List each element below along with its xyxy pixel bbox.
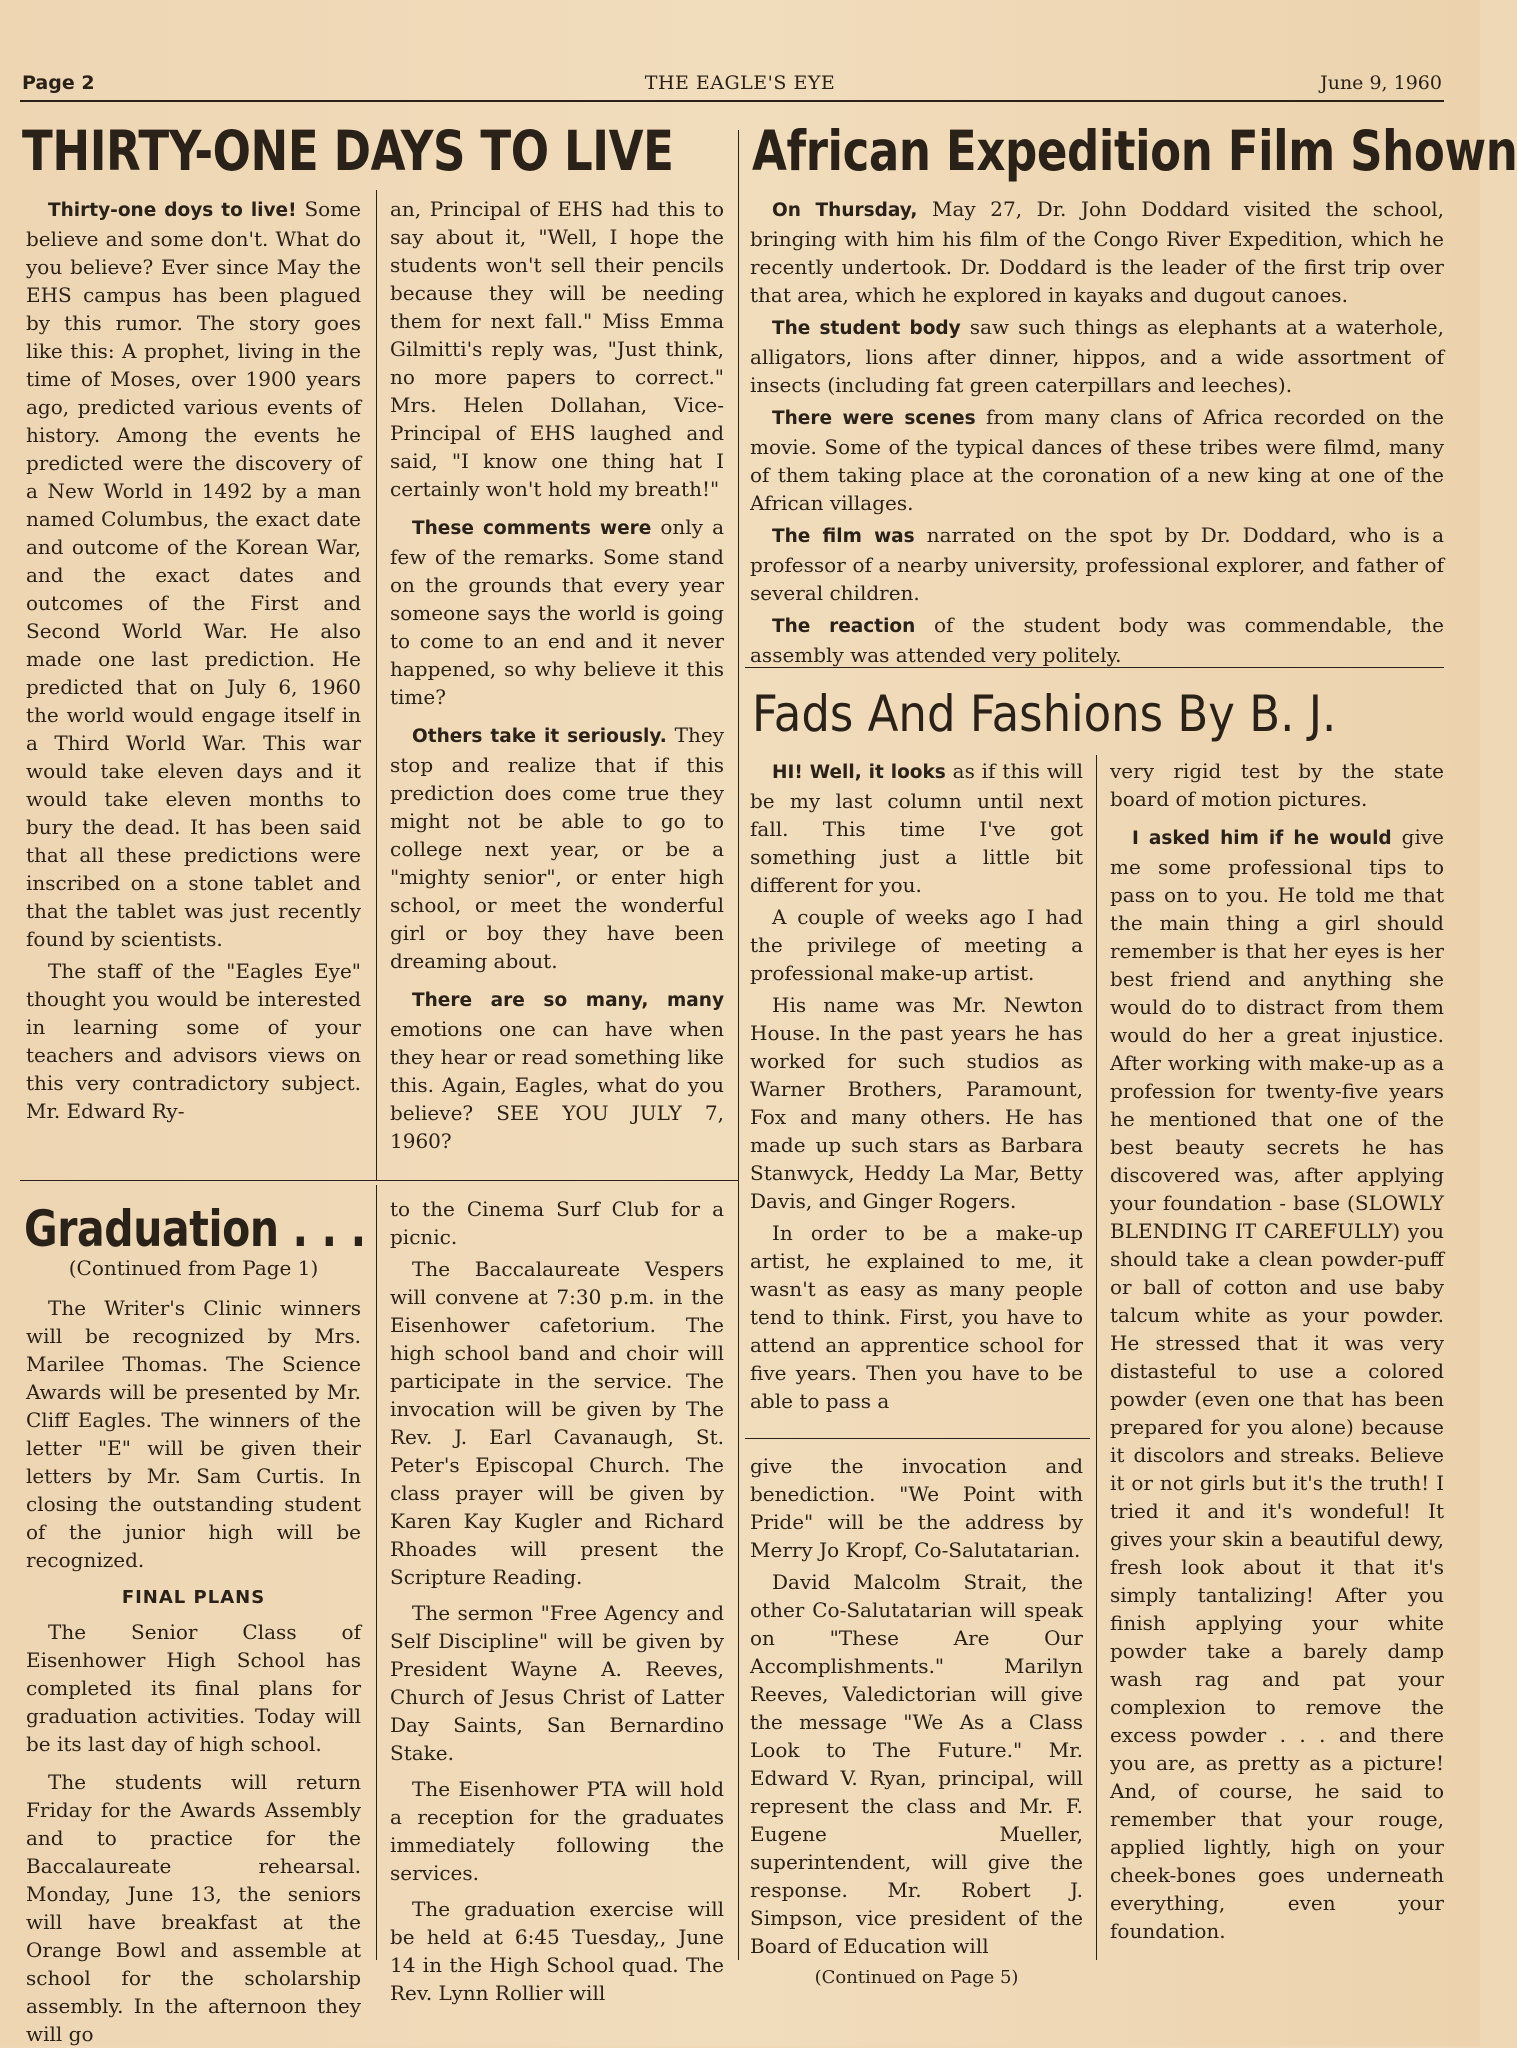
paragraph: give me some professional tips to pass on to you. He told me that the main thing a girl should remember is that her eyes is her best friend and anything she would do to distract from them would do her a great injustice. After working with make-up as a profession for twenty-five years he mentioned that one of the best beauty secrets he has discovered was, after applying your foundation - base (SLOWLY BLENDING IT CAREFULLY) you should take a clean powder-puff or ball of cotton and use baby talcum white as your powder. He stressed that it was very distasteful to use a colored powder (even one that has been prepared for you alone) because it discolors and streaks. Believe it or not girls but it's the truth! I tried it and it's wondeful! It gives your skin a beautiful dewy, fresh look about it that it's simply tantalizing! After you finish applying your white powder take a barely damp wash rag and pat your complexion to remove the excess powder . . . and there you are, as pretty as a picture! And, of course, he said to remember that your rouge, applied lightly, high on your cheek-bones goes underneath everything, even your foundation. [1110,825,1444,1943]
graduation-column-3 [750,1452,1083,1988]
paragraph: His name was Mr. Newton House. In the past years he has worked for such studios as Warner Brothers, Paramount, Fox and many others. He has made up such stars as Barbara Stanwyck, Heddy La Mar, Betty Davis, and Ginger Rogers. [750,993,1083,1213]
fads-column-1 [750,757,1083,1432]
lead-in: These comments were [412,518,652,539]
subhead-final-plans: FINAL PLANS [121,1587,266,1608]
paragraph: saw such things as elephants at a waterhole, alligators, lions after dinner, hippos, and a wide assortment of insects (including fat green caterpillars and leeches). [750,315,1444,397]
lead-in: I asked him if he would [1132,828,1392,849]
paragraph: In order to be a make-up artist, he explained to me, it wasn't as easy as many people tend to think. First, you have to attend an apprentice school for five years. Then you have to be able to pass a [750,1221,1083,1413]
headline-thirty-one-days: THIRTY-ONE DAYS TO LIVE [22,119,674,183]
paragraph: as if this will be my last column until next fall. This time I've got something just a little bit different for you. [750,759,1083,897]
african-article [750,195,1444,665]
paragraph: The Eisenhower PTA will hold a reception for the graduates immediately following the services. [390,1777,724,1885]
paragraph: The graduation exercise will be held at 6:45 Tuesday,, June 14 in the High School quad. The Rev. Lynn Rollier will [390,1897,724,2005]
paragraph: an, Principal of EHS had this to say about it, "Well, I hope the students won't sell their pencils because they will be needing them for next fall." Miss Emma Gilmitti's reply was, "Just think, no more papers to correct." Mrs. Helen Dollahan, Vice-Principal of EHS laughed and said, "I know one thing hat I certainly won't hold my breath!" [390,197,724,501]
thirty-one-column-2 [390,195,724,1175]
continued-on-note: (Continued on Page 5) [814,1967,1019,1988]
section-rule [20,1180,738,1181]
paragraph: very rigid test by the state board of motion pictures. [1110,759,1444,811]
section-rule [745,1438,1090,1439]
continued-from-note: (Continued from Page 1) [68,1256,319,1280]
fads-column-2 [1110,757,1444,2002]
paragraph: only a few of the remarks. Some stand on the grounds that every year someone says the world is going to come to an end and it never happened, so why believe it this time? [390,515,724,709]
thirty-one-column-1 [26,195,361,1175]
lead-in: Others take it seriously. [412,726,667,747]
paragraph: May 27, Dr. John Doddard visited the school, bringing with him his film of the Congo River Expedition, which he recently undertook. Dr. Doddard is the leader of the first trip over that area, which he explored in kayaks and dugout canoes. [750,197,1444,307]
paragraph: The Senior Class of Eisenhower High School has completed its final plans for graduation activities. Today will be its last day of high school. [26,1620,361,1756]
column-rule [738,130,739,1960]
paragraph: give the invocation and benediction. "We Point with Pride" will be the address by Merry Jo Kropf, Co-Salutatarian. [750,1454,1083,1562]
paragraph: A couple of weeks ago I had the privilege of meeting a professional make-up artist. [750,905,1083,985]
column-rule [376,190,377,1180]
paragraph: narrated on the spot by Dr. Doddard, who is a professor of a nearby university, professional explorer, and father of several children. [750,523,1444,605]
column-rule [376,1185,377,1960]
paragraph: The Baccalaureate Vespers will convene at 7:30 p.m. in the Eisenhower cafetorium. The high school band and choir will participate in the service. The invocation will be given by The Rev. J. Earl Cavanaugh, St. Peter's Episcopal Church. The class prayer will be given by Karen Kay Kugler and Richard Rhoades will present the Scripture Reading. [390,1257,724,1589]
paragraph: of the student body was commendable, the assembly was attended very politely. [750,613,1445,667]
paragraph: David Malcolm Strait, the other Co-Salutatarian will speak on "These Are Our Accomplishments." Marilyn Reeves, Valedictorian will give the message "We As a Class Look to The Future." Mr. Edward V. Ryan, principal, will represent the class and Mr. F. Eugene Mueller, superintendent, will give the response. Mr. Robert J. Simpson, vice president of the Board of Education will [750,1570,1083,1958]
lead-in: The reaction [772,616,916,637]
paragraph: The students will return Friday for the Awards Assembly and to practice for the Baccalaureate rehearsal. Monday, June 13, the seniors will have breakfast at the Orange Bowl and assemble at school for the scholarship assembly. In the afternoon they will go [26,1770,361,2046]
lead-in: There were scenes [772,408,976,429]
paragraph: They stop and realize that if this prediction does come true they might not be able to go to college next year, or be a "mighty senior", or enter high school, or meet the wonderful girl or boy they have been dreaming about. [390,723,724,973]
paragraph: Some believe and some don't. What do you believe? Ever since May the EHS campus has been plagued by this rumor. The story goes like this: A prophet, living in the time of Moses, over 1900 years ago, predicted various events of history. Among the events he predicted were the discovery of a New World in 1492 by a man named Columbus, the exact date and outcome of the Korean War, and the exact dates and outcomes of the First and Second World War. He also made one last prediction. He predicted that on July 6, 1960 the world would engage itself in a Third World War. This war would take eleven days and it would take eleven months to bury the dead. It has been said that all these predictions were inscribed on a stone tablet and that the tablet was just recently found by scientists. [26,197,361,951]
masthead-rule [20,100,1444,102]
lead-in: The student body [772,318,961,339]
column-rule [1096,755,1097,1960]
lead-in: There are so many, many [412,990,724,1011]
page-number: Page 2 [22,72,95,94]
paragraph: from many clans of Africa recorded on the movie. Some of the typical dances of these tribes were filmd, many of them taking place at the coronation of a new king at one of the African villages. [750,405,1445,515]
headline-fads-and-fashions: Fads And Fashions By B. J. [752,685,1337,743]
section-rule [745,667,1444,668]
paragraph: The staff of the "Eagles Eye" thought you would be interested in learning some of your teachers and advisors views on this very contradictory subject. Mr. Edward Ry- [26,959,361,1123]
graduation-column-2 [390,1195,724,2005]
paragraph: to the Cinema Surf Club for a picnic. [390,1197,724,1249]
headline-african-expedition: African Expedition Film Shown [752,119,1517,183]
paragraph: emotions one can have when they hear or read something like this. Again, Eagles, what do you believe? SEE YOU JULY 7, 1960? [390,1017,724,1153]
lead-in: The film was [772,526,915,547]
paragraph: The Writer's Clinic winners will be recognized by Mrs. Marilee Thomas. The Science Awards will be presented by Mr. Cliff Eagles. The winners of the letter "E" will be given their letters by Mr. Sam Curtis. In closing the outstanding student of the junior high will be recognized. [26,1296,361,1572]
headline-graduation: Graduation . . . [24,1200,366,1258]
lead-in: On Thursday, [772,200,918,221]
paper-name: THE EAGLE'S EYE [644,72,836,94]
lead-in: HI! Well, it looks [772,762,946,783]
paragraph: The sermon "Free Agency and Self Discipline" will be given by President Wayne A. Reeves, Church of Jesus Christ of Latter Day Saints, San Bernardino Stake. [390,1601,724,1765]
issue-date: June 9, 1960 [1320,72,1442,94]
lead-in: Thirty-one doys to live! [48,200,297,221]
graduation-column-1 [26,1294,361,2046]
